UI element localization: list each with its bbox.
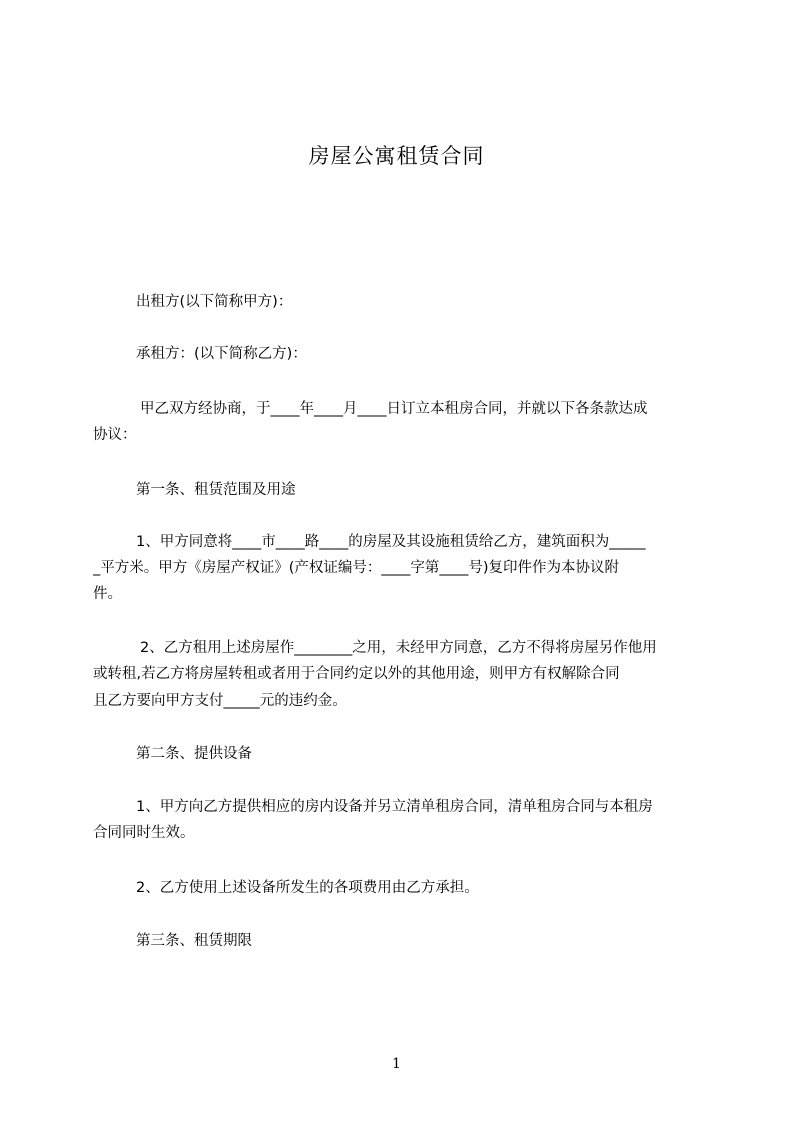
article-1-item-2-line-3: 且乙方要向甲方支付_____元的违约金。 (93, 693, 347, 709)
article-2-heading: 第二条、提供设备 (136, 746, 252, 762)
article-1-item-2-line-1: 2、乙方租用上述房屋作________之用，未经甲方同意，乙方不得将房屋另作他用 (140, 640, 657, 656)
lessee-line: 承租方：(以下简称乙方)： (136, 346, 307, 362)
agreement-line-2: 协议： (93, 427, 137, 443)
article-2-item-2-line-1: 2、乙方使用上述设备所发生的各项费用由乙方承担。 (136, 880, 479, 896)
article-3-heading: 第三条、租赁期限 (136, 933, 252, 949)
article-1-item-1-line-2: _平方米。甲方《房屋产权证》(产权证编号：____字第____号)复印件作为本协议附 (93, 560, 620, 576)
article-1-item-1-line-3: 件。 (93, 586, 122, 602)
article-1-item-2-line-2: 或转租,若乙方将房屋转租或者用于合同约定以外的其他用途，则甲方有权解除合同 (93, 666, 620, 682)
agreement-line-1: 甲乙双方经协商，于____年____月____日订立本租房合同，并就以下各条款达成 (140, 401, 648, 417)
page-number: 1 (392, 1056, 401, 1072)
article-1-heading: 第一条、租赁范围及用途 (136, 482, 296, 498)
article-2-item-1-line-1: 1、甲方向乙方提供相应的房内设备并另立清单租房合同，清单租房合同与本租房 (136, 799, 653, 815)
article-1-item-1-line-1: 1、甲方同意将____市____路____的房屋及其设施租赁给乙方，建筑面积为_____ (136, 534, 646, 550)
article-2-item-1-line-2: 合同同时生效。 (93, 825, 195, 841)
lessor-line: 出租方(以下简称甲方)： (136, 294, 293, 310)
document-title: 房屋公寓租赁合同 (308, 144, 485, 168)
